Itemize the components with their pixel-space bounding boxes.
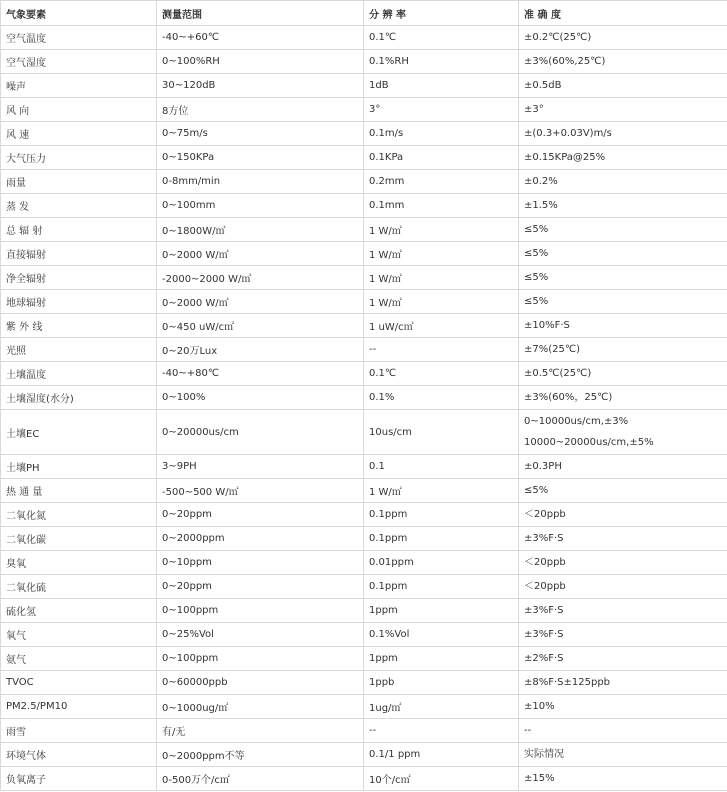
cell-accuracy (519, 695, 727, 719)
cell-element: 风 速 (1, 122, 157, 146)
cell-range: 0~20000us/cm (157, 410, 364, 455)
cell-element: 土壤PH (1, 455, 157, 479)
cell-range: 0~2000 W/㎡ (157, 242, 364, 266)
cell-element: 风 向 (1, 98, 157, 122)
header-element: 气象要素 (1, 1, 157, 26)
cell-resolution: 1 W/㎡ (364, 242, 519, 266)
accuracy-line: ≤5% (524, 248, 549, 259)
cell-element: 空气温度 (1, 26, 157, 50)
cell-resolution: 0.1mm (364, 194, 519, 218)
accuracy-line: ±3%(60%,25℃) (524, 56, 606, 67)
table-row (1, 503, 727, 527)
accuracy-line: ±3%(60%，25℃) (524, 392, 613, 403)
cell-range: 8方位 (157, 98, 364, 122)
cell-resolution: 0.1℃ (364, 26, 519, 50)
cell-accuracy (519, 503, 727, 527)
cell-range: 0~100% (157, 386, 364, 410)
cell-range: -40~+80℃ (157, 362, 364, 386)
cell-resolution: 1 W/㎡ (364, 266, 519, 290)
cell-element: 二氧化硫 (1, 575, 157, 599)
table-row (1, 623, 727, 647)
cell-range: 0~1800W/㎡ (157, 218, 364, 242)
cell-element: 蒸 发 (1, 194, 157, 218)
cell-resolution: 0.1% (364, 386, 519, 410)
table-row (1, 410, 727, 455)
cell-element: TVOC (1, 671, 157, 695)
cell-range: 0-500万个/c㎡ (157, 767, 364, 791)
cell-range: 0~100mm (157, 194, 364, 218)
accuracy-line: ±0.5℃(25℃) (524, 368, 592, 379)
table-row (1, 170, 727, 194)
cell-element: 雨量 (1, 170, 157, 194)
table-row (1, 575, 727, 599)
header-row (1, 1, 727, 26)
cell-element: 空气湿度 (1, 50, 157, 74)
cell-accuracy (519, 386, 727, 410)
cell-element: 雨雪 (1, 719, 157, 743)
cell-accuracy (519, 266, 727, 290)
accuracy-line: ±10% (524, 701, 555, 712)
cell-resolution: 0.1℃ (364, 362, 519, 386)
header-accuracy: 准 确 度 (519, 1, 727, 26)
cell-resolution: 1ppm (364, 647, 519, 671)
cell-element: 硫化氢 (1, 599, 157, 623)
cell-resolution: 1 uW/c㎡ (364, 314, 519, 338)
cell-accuracy (519, 455, 727, 479)
cell-resolution: 1dB (364, 74, 519, 98)
cell-accuracy (519, 290, 727, 314)
table-row (1, 194, 727, 218)
cell-range: 0~100ppm (157, 599, 364, 623)
cell-resolution: 0.01ppm (364, 551, 519, 575)
cell-resolution: 1ug/㎡ (364, 695, 519, 719)
cell-range: 0~25%Vol (157, 623, 364, 647)
accuracy-line: ≤5% (524, 224, 549, 235)
cell-resolution: 0.1m/s (364, 122, 519, 146)
cell-element: 氧气 (1, 623, 157, 647)
cell-resolution: 1ppm (364, 599, 519, 623)
cell-resolution: 0.1%Vol (364, 623, 519, 647)
cell-accuracy (519, 362, 727, 386)
cell-accuracy (519, 719, 727, 743)
table-row (1, 290, 727, 314)
accuracy-line: ±8%F·S±125ppb (524, 677, 611, 688)
table-row (1, 527, 727, 551)
table-body (1, 26, 727, 791)
cell-accuracy (519, 314, 727, 338)
cell-element: 负氧离子 (1, 767, 157, 791)
table-row (1, 599, 727, 623)
cell-resolution: 0.2mm (364, 170, 519, 194)
cell-range: 0-8mm/min (157, 170, 364, 194)
cell-resolution: 0.1 (364, 455, 519, 479)
table-header (1, 1, 727, 26)
cell-resolution: 0.1%RH (364, 50, 519, 74)
table-row (1, 146, 727, 170)
cell-resolution: 0.1ppm (364, 575, 519, 599)
cell-resolution: 10个/c㎡ (364, 767, 519, 791)
table-row (1, 671, 727, 695)
cell-element: 土壤温度 (1, 362, 157, 386)
cell-range: 0~100%RH (157, 50, 364, 74)
accuracy-line: ≤5% (524, 272, 549, 283)
cell-resolution: 1ppb (364, 671, 519, 695)
accuracy-line: 10000~20000us/cm,±5% (524, 437, 654, 448)
cell-accuracy (519, 479, 727, 503)
cell-range: 0~2000 W/㎡ (157, 290, 364, 314)
cell-element: 二氧化碳 (1, 527, 157, 551)
table-row (1, 26, 727, 50)
cell-range: 0~2000ppm不等 (157, 743, 364, 767)
cell-accuracy (519, 50, 727, 74)
cell-accuracy (519, 242, 727, 266)
cell-element: 直接辐射 (1, 242, 157, 266)
table-row (1, 122, 727, 146)
table-row (1, 242, 727, 266)
cell-element: 二氧化氮 (1, 503, 157, 527)
table-row (1, 266, 727, 290)
accuracy-line: ±0.2℃(25℃) (524, 32, 592, 43)
table-row (1, 386, 727, 410)
cell-accuracy (519, 551, 727, 575)
cell-range: 0~75m/s (157, 122, 364, 146)
accuracy-line: ±7%(25℃) (524, 344, 581, 355)
cell-element: PM2.5/PM10 (1, 695, 157, 719)
cell-accuracy (519, 623, 727, 647)
cell-accuracy (519, 218, 727, 242)
cell-element: 总 辐 射 (1, 218, 157, 242)
cell-accuracy (519, 743, 727, 767)
accuracy-line: ±3%F·S (524, 605, 564, 616)
accuracy-line: 0~10000us/cm,±3% (524, 416, 629, 427)
table-row (1, 767, 727, 791)
cell-accuracy (519, 671, 727, 695)
cell-resolution: 1 W/㎡ (364, 290, 519, 314)
accuracy-line: ≤5% (524, 296, 549, 307)
cell-element: 地球辐射 (1, 290, 157, 314)
table-row (1, 338, 727, 362)
cell-element: 热 通 量 (1, 479, 157, 503)
cell-accuracy (519, 527, 727, 551)
cell-range: 0~2000ppm (157, 527, 364, 551)
cell-resolution: 0.1/1 ppm (364, 743, 519, 767)
cell-resolution: 0.1KPa (364, 146, 519, 170)
table-row (1, 719, 727, 743)
table-row (1, 50, 727, 74)
header-range: 测量范围 (157, 1, 364, 26)
cell-range: 0~60000ppb (157, 671, 364, 695)
cell-range: 0~10ppm (157, 551, 364, 575)
cell-range: 0~20ppm (157, 503, 364, 527)
cell-accuracy (519, 338, 727, 362)
cell-accuracy (519, 98, 727, 122)
cell-element: 光照 (1, 338, 157, 362)
cell-range: 30~120dB (157, 74, 364, 98)
cell-element: 环境气体 (1, 743, 157, 767)
cell-resolution: 1 W/㎡ (364, 218, 519, 242)
accuracy-line: ±3%F·S (524, 533, 564, 544)
table-row (1, 551, 727, 575)
accuracy-line: ±3%F·S (524, 629, 564, 640)
cell-range: 0~450 uW/c㎡ (157, 314, 364, 338)
cell-resolution: -- (364, 338, 519, 362)
table-row (1, 479, 727, 503)
cell-accuracy (519, 74, 727, 98)
cell-accuracy (519, 26, 727, 50)
cell-range: -500~500 W/㎡ (157, 479, 364, 503)
accuracy-line: ±2%F·S (524, 653, 564, 664)
cell-range: 有/无 (157, 719, 364, 743)
cell-element: 臭氧 (1, 551, 157, 575)
cell-range: -40~+60℃ (157, 26, 364, 50)
table-row (1, 362, 727, 386)
cell-accuracy (519, 170, 727, 194)
table-row (1, 98, 727, 122)
cell-accuracy (519, 599, 727, 623)
cell-range: 0~150KPa (157, 146, 364, 170)
cell-accuracy (519, 647, 727, 671)
accuracy-line: ＜20ppb (524, 581, 566, 592)
accuracy-line: ＜20ppb (524, 509, 566, 520)
cell-resolution: 0.1ppm (364, 503, 519, 527)
table-row (1, 218, 727, 242)
accuracy-line: ±0.15KPa@25% (524, 152, 606, 163)
cell-accuracy (519, 767, 727, 791)
accuracy-line: ±(0.3+0.03V)m/s (524, 128, 612, 139)
cell-accuracy (519, 122, 727, 146)
table-row (1, 455, 727, 479)
cell-range: 0~20ppm (157, 575, 364, 599)
cell-resolution: 10us/cm (364, 410, 519, 455)
accuracy-line: ±3° (524, 104, 544, 115)
cell-resolution: 1 W/㎡ (364, 479, 519, 503)
accuracy-line: ±15% (524, 773, 555, 784)
cell-element: 噪声 (1, 74, 157, 98)
cell-element: 净全辐射 (1, 266, 157, 290)
cell-accuracy (519, 194, 727, 218)
accuracy-line: ≤5% (524, 485, 549, 496)
cell-element: 氨气 (1, 647, 157, 671)
cell-element: 土壤湿度(水分) (1, 386, 157, 410)
cell-resolution: 0.1ppm (364, 527, 519, 551)
cell-range: 0~100ppm (157, 647, 364, 671)
accuracy-line: ±10%F·S (524, 320, 570, 331)
cell-resolution: 3° (364, 98, 519, 122)
accuracy-line: ±1.5% (524, 200, 558, 211)
cell-range: 3~9PH (157, 455, 364, 479)
cell-accuracy (519, 146, 727, 170)
table-row (1, 743, 727, 767)
cell-resolution: -- (364, 719, 519, 743)
accuracy-line: ±0.5dB (524, 80, 562, 91)
accuracy-line: ±0.3PH (524, 461, 562, 472)
cell-range: 0~1000ug/㎡ (157, 695, 364, 719)
accuracy-line: ±0.2% (524, 176, 558, 187)
table-row (1, 647, 727, 671)
accuracy-line: 实际情况 (524, 749, 564, 760)
cell-range: -2000~2000 W/㎡ (157, 266, 364, 290)
cell-element: 紫 外 线 (1, 314, 157, 338)
accuracy-line: -- (524, 725, 532, 736)
cell-accuracy (519, 410, 727, 455)
cell-range: 0~20万Lux (157, 338, 364, 362)
accuracy-line: ＜20ppb (524, 557, 566, 568)
table-row (1, 695, 727, 719)
cell-accuracy (519, 575, 727, 599)
table-row (1, 314, 727, 338)
cell-element: 土壤EC (1, 410, 157, 455)
header-resolution: 分 辨 率 (364, 1, 519, 26)
table-row (1, 74, 727, 98)
cell-element: 大气压力 (1, 146, 157, 170)
